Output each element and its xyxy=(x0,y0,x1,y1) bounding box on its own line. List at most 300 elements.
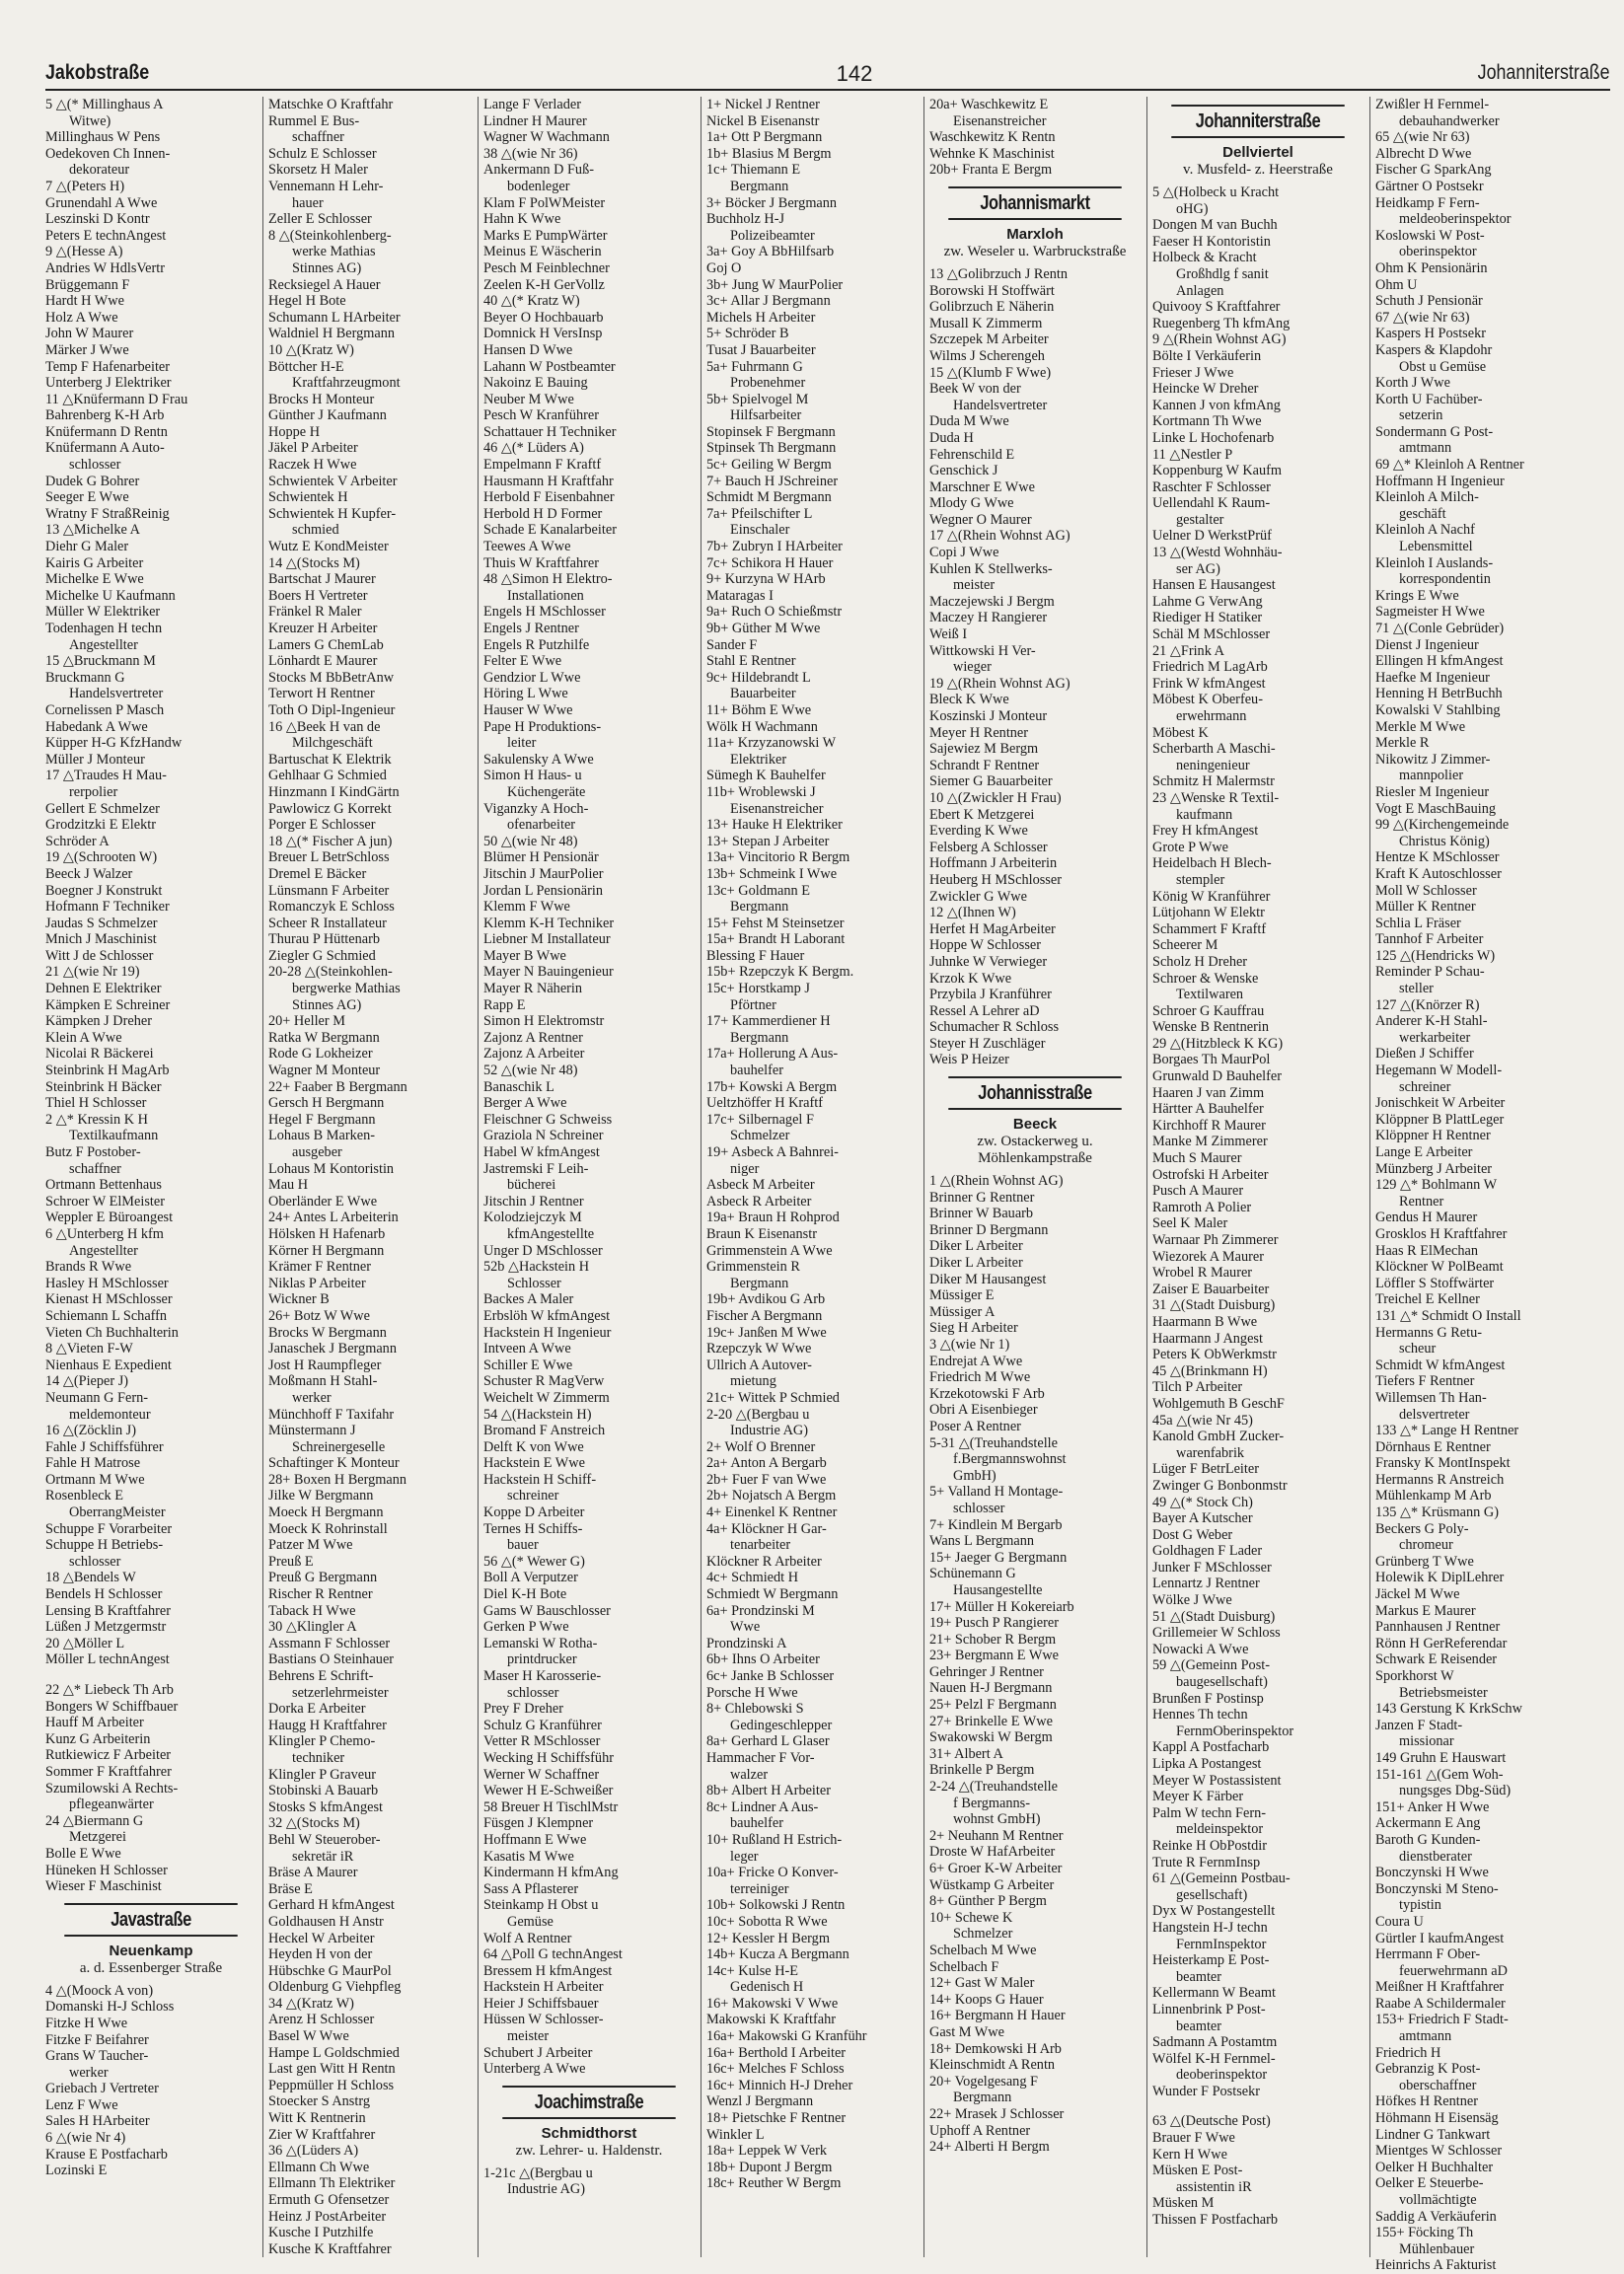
directory-entry: Oberländer E Wwe xyxy=(268,1193,378,1210)
entry-continuation: schlosser xyxy=(69,1553,121,1570)
street-range: a. d. Essenberger Straße xyxy=(79,1959,223,1976)
directory-entry: Ohm U xyxy=(1375,276,1418,293)
entry-continuation: f.Bergmannswohnst xyxy=(953,1451,1067,1468)
directory-entry: Jordan L Pensionärin xyxy=(483,882,603,899)
directory-entry: 9b+ Güther M Wwe xyxy=(706,621,821,636)
directory-entry: Waldniel H Bergmann xyxy=(268,326,396,342)
directory-entry: Hentze K MSchlosser xyxy=(1375,849,1500,866)
directory-entry: 2-20 △(Bergbau u xyxy=(706,1406,810,1423)
directory-entry: Hangstein H-J techn xyxy=(1152,1919,1268,1936)
entry-continuation: Handelsvertreter xyxy=(69,686,164,702)
directory-entry: Lütjohann W Elektr xyxy=(1152,905,1265,921)
directory-entry: Heckel W Arbeiter xyxy=(268,1930,375,1946)
directory-entry: Delft K von Wwe xyxy=(483,1438,584,1455)
entry-continuation: amtmann xyxy=(1399,440,1452,457)
directory-entry: Maczey H Rangierer xyxy=(929,610,1048,626)
directory-entry: Boers H Vertreter xyxy=(268,587,368,604)
directory-entry: Müller K Rentner xyxy=(1375,899,1476,916)
directory-entry: Grünberg T Wwe xyxy=(1375,1553,1474,1570)
directory-entry: Juhnke W Verwieger xyxy=(929,953,1048,970)
directory-entry: Palm W techn Fern- xyxy=(1152,1804,1267,1821)
directory-entry: 20+ Heller M xyxy=(268,1013,345,1030)
directory-entry: Beek W von der xyxy=(929,381,1021,398)
entry-continuation: delsvertreter xyxy=(1399,1406,1470,1423)
directory-entry: Gellert E Schmelzer xyxy=(45,800,160,817)
entry-continuation: warenfabrik xyxy=(1176,1444,1245,1461)
directory-entry: Vennemann H Lehr- xyxy=(268,178,384,194)
directory-entry: Moßmann H Stahl- xyxy=(268,1373,378,1390)
directory-entry: 8 △(Steinkohlenberg- xyxy=(268,227,392,244)
entry-continuation: techniker xyxy=(292,1749,345,1766)
directory-entry: Henning H BetrBuchh xyxy=(1375,686,1503,702)
directory-entry: Dudek G Bohrer xyxy=(45,473,140,489)
directory-entry: Brocks H Monteur xyxy=(268,391,375,407)
entry-continuation: printdrucker xyxy=(507,1651,577,1668)
directory-entry: Przybila J Kranführer xyxy=(929,987,1052,1003)
street-name: Johannismarkt xyxy=(948,186,1121,220)
directory-entry: Haefke M Ingenieur xyxy=(1375,669,1490,686)
directory-entry: 143 Gerstung K KrkSchw xyxy=(1375,1701,1522,1718)
directory-entry: Skorsetz H Maler xyxy=(268,162,368,179)
directory-entry: Grote P Wwe xyxy=(1152,839,1229,855)
directory-entry: Grillemeier W Schloss xyxy=(1152,1625,1281,1642)
directory-entry: 65 △(wie Nr 63) xyxy=(1375,129,1470,146)
directory-entry: 15+ Fehst M Steinsetzer xyxy=(706,915,845,931)
directory-entry: Engels J Rentner xyxy=(483,621,579,636)
directory-entry: Uellendahl K Raum- xyxy=(1152,495,1271,512)
directory-entry: Behl W Steuerober- xyxy=(268,1831,381,1848)
directory-entry: 49 △(* Stock Ch) xyxy=(1152,1494,1253,1510)
street-heading-block xyxy=(483,2086,695,2160)
district-name: Schmidthorst xyxy=(541,2124,637,2142)
directory-entry: Lennartz J Rentner xyxy=(1152,1576,1260,1592)
column-divider xyxy=(1369,97,1370,2257)
directory-entry: Junker F MSchlosser xyxy=(1152,1559,1272,1576)
directory-entry: Ullrich A Autover- xyxy=(706,1357,812,1373)
directory-entry: 17b+ Kowski A Bergm xyxy=(706,1078,838,1095)
directory-entry: Michelke U Kaufmann xyxy=(45,587,176,604)
directory-entry: 12+ Gast W Maler xyxy=(929,1975,1035,1992)
directory-entry: Jost H Raumpfleger xyxy=(268,1357,382,1373)
directory-entry: Gerhard H kfmAngest xyxy=(268,1897,395,1914)
directory-entry: Schlia L Fräser xyxy=(1375,915,1461,931)
directory-entry: Müller W Elektriker xyxy=(45,604,161,621)
directory-entry: Klingler P Chemo- xyxy=(268,1733,376,1750)
entry-continuation: ausgeber xyxy=(292,1144,342,1160)
street-heading-block xyxy=(45,1903,257,1977)
directory-entry: Rzepczyk W Wwe xyxy=(706,1341,812,1357)
directory-entry: Dießen J Schiffer xyxy=(1375,1046,1474,1063)
entry-continuation: wohnst GmbH) xyxy=(953,1811,1041,1828)
directory-entry: Lüger F BetrLeiter xyxy=(1152,1461,1259,1478)
entry-continuation: FernmOberinspektor xyxy=(1176,1723,1294,1739)
directory-entry: 8+ Chlebowski S xyxy=(706,1701,804,1718)
directory-entry: Porsche H Wwe xyxy=(706,1684,798,1701)
directory-entry: Schäl M MSchlosser xyxy=(1152,626,1271,643)
entry-continuation: gestalter xyxy=(1176,511,1224,528)
column-divider xyxy=(1146,97,1147,2257)
directory-entry: Bräse E xyxy=(268,1880,313,1897)
directory-entry: 19+ Asbeck A Bahnrei- xyxy=(706,1144,839,1160)
directory-entry: Ebert K Metzgerei xyxy=(929,806,1035,823)
entry-continuation: Gedenisch H xyxy=(730,1979,804,1996)
directory-entry: 9a+ Ruch O Schießmstr xyxy=(706,604,843,621)
directory-entry: Temp F Hafenarbeiter xyxy=(45,358,171,375)
directory-entry: Blessing F Hauer xyxy=(706,947,805,964)
directory-entry: Schwientek H xyxy=(268,489,348,506)
directory-entry: Holewik K DiplLehrer xyxy=(1375,1570,1505,1586)
directory-entry: Pusch A Maurer xyxy=(1152,1183,1244,1200)
directory-entry: 14 △(Stocks M) xyxy=(268,554,360,571)
directory-entry: 20-28 △(Steinkohlen- xyxy=(268,964,393,981)
directory-entry: 6a+ Prondzinski M xyxy=(706,1602,815,1619)
directory-entry: Dongen M van Buchh xyxy=(1152,217,1278,234)
directory-entry: Günther J Kaufmann xyxy=(268,407,387,424)
directory-entry: Hegemann W Modell- xyxy=(1375,1063,1503,1079)
directory-entry: 16a+ Berthold I Arbeiter xyxy=(706,2044,847,2061)
directory-entry: Schammert F Kraftf xyxy=(1152,920,1267,937)
directory-entry: Maser H Karosserie- xyxy=(483,1668,602,1684)
directory-entry: Lemanski W Rotha- xyxy=(483,1635,598,1651)
directory-entry: 16 △(Zöcklin J) xyxy=(45,1423,136,1439)
directory-entry: Sondermann G Post- xyxy=(1375,423,1494,440)
directory-entry: Dienst J Ingenieur xyxy=(1375,636,1479,653)
directory-entry: Jitschin J MaurPolier xyxy=(483,865,604,882)
entry-continuation: Bergmann xyxy=(730,178,789,194)
directory-entry: Ermuth G Ofensetzer xyxy=(268,2192,390,2208)
directory-entry: Beckers G Poly- xyxy=(1375,1520,1469,1537)
directory-entry: Höfkes H Rentner xyxy=(1375,2093,1479,2110)
directory-entry: 64 △Poll G technAngest xyxy=(483,1946,623,1963)
directory-entry: Krzok K Wwe xyxy=(929,970,1012,987)
entry-continuation: Elektriker xyxy=(730,751,787,768)
directory-entry: 15c+ Horstkamp J xyxy=(706,981,810,997)
directory-entry: Reinke H ObPostdir xyxy=(1152,1837,1267,1854)
directory-entry: 24 △Biermann G xyxy=(45,1812,144,1829)
directory-entry: Jäkel P Arbeiter xyxy=(268,440,358,457)
directory-entry: 2+ Wolf O Brenner xyxy=(706,1438,816,1455)
directory-entry: Warnaar Ph Zimmerer xyxy=(1152,1232,1279,1248)
directory-entry: 59 △(Gemeinn Post- xyxy=(1152,1657,1271,1674)
directory-entry: 23 △Wenske R Textil- xyxy=(1152,789,1280,806)
directory-entry: 29 △(Hitzbleck K KG) xyxy=(1152,1035,1284,1052)
entry-continuation: baugesellschaft) xyxy=(1176,1674,1268,1691)
directory-entry: Felter E Wwe xyxy=(483,653,562,670)
directory-entry: 13+ Hauke H Elektriker xyxy=(706,817,843,834)
directory-entry: Pannhausen J Rentner xyxy=(1375,1619,1501,1636)
directory-entry: 7 △(Peters H) xyxy=(45,178,125,194)
directory-entry: Butz F Postober- xyxy=(45,1144,141,1160)
directory-entry: 7a+ Pfeilschifter L xyxy=(706,505,813,522)
directory-entry: 2-24 △(Treuhandstelle xyxy=(929,1779,1058,1796)
directory-entry: Kreuzer H Arbeiter xyxy=(268,621,378,636)
entry-continuation: Eisenanstreicher xyxy=(730,800,824,817)
directory-entry: 32 △(Stocks M) xyxy=(268,1815,360,1832)
directory-entry: Asbeck R Arbeiter xyxy=(706,1193,812,1210)
directory-entry: Kolodziejczyk M xyxy=(483,1210,582,1226)
directory-entry: 8a+ Gerhard L Glaser xyxy=(706,1733,830,1750)
directory-entry: Lönhardt E Maurer xyxy=(268,653,378,670)
entry-continuation: Handelsvertreter xyxy=(953,397,1048,413)
entry-continuation: bergwerke Mathias xyxy=(292,981,401,997)
directory-entry: Kasatis M Wwe xyxy=(483,1848,574,1865)
directory-entry: Poser A Rentner xyxy=(929,1418,1021,1434)
directory-entry: 16c+ Melches F Schloss xyxy=(706,2061,845,2078)
directory-entry: Millinghaus W Pens xyxy=(45,129,161,146)
directory-entry: 26+ Botz W Wwe xyxy=(268,1307,370,1324)
directory-entry: Hübschke G MaurPol xyxy=(268,1962,392,1979)
directory-entry: Nowacki A Wwe xyxy=(1152,1641,1249,1657)
directory-entry: Teewes A Wwe xyxy=(483,539,571,555)
directory-entry: 4a+ Klöckner H Gar- xyxy=(706,1520,827,1537)
directory-entry: 3c+ Allar J Bergmann xyxy=(706,293,831,310)
directory-entry: 7+ Bauch H JSchreiner xyxy=(706,473,839,489)
directory-entry: 15 △(Klumb F Wwe) xyxy=(929,364,1052,381)
entry-continuation: Wwe xyxy=(730,1619,761,1636)
directory-entry: Obri A Eisenbieger xyxy=(929,1402,1038,1419)
directory-entry: Hegel H Bote xyxy=(268,293,346,310)
directory-entry: John W Maurer xyxy=(45,326,134,342)
entry-continuation: Milchgeschäft xyxy=(292,735,373,752)
spacer xyxy=(1152,2099,1364,2113)
directory-entry: Genschick J xyxy=(929,463,998,479)
directory-entry: 71 △(Conle Gebrüder) xyxy=(1375,621,1505,636)
directory-entry: Haarmann J Angest xyxy=(1152,1330,1263,1347)
directory-entry: 40 △(* Kratz W) xyxy=(483,293,580,310)
directory-entry: Anderer K-H Stahl- xyxy=(1375,1013,1488,1030)
directory-entry: Vieten Ch Buchhalterin xyxy=(45,1324,179,1341)
directory-entry: Engels H MSchlosser xyxy=(483,604,606,621)
directory-entry: 30 △Klingler A xyxy=(268,1619,357,1636)
entry-continuation: werkarbeiter xyxy=(1399,1029,1471,1046)
directory-entry: Stoecker S Anstrg xyxy=(268,2093,370,2110)
entry-continuation: setzerin xyxy=(1399,407,1443,424)
directory-entry: Schulz G Kranführer xyxy=(483,1717,602,1733)
directory-entry: Boll A Verputzer xyxy=(483,1570,578,1586)
street-range: zw. Lehrer- u. Haldenstr. xyxy=(515,2142,663,2159)
entry-continuation: ser AG) xyxy=(1176,560,1220,577)
directory-entry: Jonischkeit W Arbeiter xyxy=(1375,1095,1506,1112)
directory-entry: 21 △(wie Nr 19) xyxy=(45,964,140,981)
entry-continuation: terreiniger xyxy=(730,1880,789,1897)
directory-entry: Janaschek J Bergmann xyxy=(268,1341,397,1357)
directory-entry: 20b+ Franta E Bergm xyxy=(929,162,1053,179)
directory-entry: 11 △Knüfermann D Frau xyxy=(45,391,188,407)
directory-entry: Friedrich H xyxy=(1375,2044,1441,2061)
directory-entry: Tilch P Arbeiter xyxy=(1152,1379,1243,1396)
directory-entry: 50 △(wie Nr 48) xyxy=(483,833,578,849)
directory-entry: 5 △(Holbeck u Kracht xyxy=(1152,184,1280,200)
directory-entry: Kellermann W Beamt xyxy=(1152,1985,1276,2002)
directory-entry: Pawlowicz G Korrekt xyxy=(268,800,392,817)
directory-entry: Klöckner W PolBeamt xyxy=(1375,1259,1504,1276)
directory-entry: Brunßen F Postinsp xyxy=(1152,1690,1264,1707)
directory-entry: 15a+ Brandt H Laborant xyxy=(706,931,846,948)
directory-entry: Hasley H MSchlosser xyxy=(45,1275,169,1291)
directory-entry: 11b+ Wroblewski J xyxy=(706,783,816,800)
directory-entry: Mayer R Näherin xyxy=(483,981,583,997)
directory-entry: Oldenburg G Viehpfleg xyxy=(268,1979,402,1996)
directory-entry: Tiefers F Rentner xyxy=(1375,1373,1475,1390)
directory-entry: Holbeck & Kracht xyxy=(1152,250,1257,266)
directory-entry: 8+ Günther P Bergm xyxy=(929,1893,1047,1910)
directory-entry: 18+ Pietschke F Rentner xyxy=(706,2110,847,2127)
directory-entry: 14c+ Kulse H-E xyxy=(706,1962,799,1979)
directory-entry: 17 △(Rhein Wohnst AG) xyxy=(929,528,1070,545)
directory-entry: Nauen H-J Bergmann xyxy=(929,1680,1053,1697)
directory-entry: Mau H xyxy=(268,1177,309,1194)
directory-entry: Fischer A Bergmann xyxy=(706,1307,823,1324)
directory-entry: Gams W Bauschlosser xyxy=(483,1602,611,1619)
directory-entry: Oelker E Steuerbe- xyxy=(1375,2175,1484,2192)
directory-entry: Heinz J PostArbeiter xyxy=(268,2208,387,2225)
directory-entry: Heincke W Dreher xyxy=(1152,381,1259,398)
directory-entry: Saddig A Verkäuferin xyxy=(1375,2208,1497,2225)
directory-entry: 21+ Schober R Bergm xyxy=(929,1631,1057,1648)
directory-entry: Felsberg A Schlosser xyxy=(929,839,1048,855)
directory-entry: 6b+ Ihns O Arbeiter xyxy=(706,1651,820,1668)
entry-continuation: bauhelfer xyxy=(730,1815,783,1832)
directory-entry: Bonczynski H Wwe xyxy=(1375,1865,1489,1881)
directory-entry: Lindner G Tankwart xyxy=(1375,2126,1491,2143)
directory-entry: Kleinloh A Milch- xyxy=(1375,489,1479,506)
directory-entry: Steinbrink H MagArb xyxy=(45,1063,170,1079)
directory-entry: Reminder P Schau- xyxy=(1375,964,1485,981)
directory-entry: Krzekotowski F Arb xyxy=(929,1385,1045,1402)
directory-entry: Ruegenberg Th kfmAng xyxy=(1152,315,1291,331)
directory-entry: Seel K Maler xyxy=(1152,1215,1228,1232)
directory-entry: 13+ Stepan J Arbeiter xyxy=(706,833,830,849)
directory-entry: Fischer G SparkAng xyxy=(1375,162,1492,179)
directory-entry: Dyx W Postangestellt xyxy=(1152,1903,1276,1920)
street-range: v. Musfeld- z. Heerstraße xyxy=(1183,162,1333,178)
directory-entry: Hackstein H Schiff- xyxy=(483,1471,597,1488)
directory-entry: Knüfermann A Auto- xyxy=(45,440,165,457)
directory-entry: Musall K Zimmerm xyxy=(929,315,1043,331)
directory-entry: Sagmeister H Wwe xyxy=(1375,604,1485,621)
directory-entry: Meißner H Kraftfahrer xyxy=(1375,1979,1505,1996)
directory-entry: 9 △(Rhein Wohnst AG) xyxy=(1152,331,1287,348)
directory-entry: Koszinski J Monteur xyxy=(929,708,1048,724)
entry-continuation: Bergmann xyxy=(730,1275,789,1291)
directory-entry: Sales H HArbeiter xyxy=(45,2113,150,2130)
entry-continuation: Eisenanstreicher xyxy=(953,112,1047,129)
entry-continuation: tenarbeiter xyxy=(730,1537,791,1554)
directory-entry: 1+ Nickel J Rentner xyxy=(706,97,820,112)
directory-entry: Sakulensky A Wwe xyxy=(483,751,594,768)
directory-entry: Hackstein E Wwe xyxy=(483,1455,585,1472)
entry-continuation: hauer xyxy=(292,194,324,211)
entry-continuation: Witwe) xyxy=(69,112,111,129)
entry-continuation: niger xyxy=(730,1160,760,1177)
directory-entry: Thurau P Hüttenarb xyxy=(268,931,381,948)
directory-entry: Backes A Maler xyxy=(483,1291,574,1308)
directory-entry: Wiezorek A Maurer xyxy=(1152,1248,1264,1265)
entry-continuation: vollmächtigte xyxy=(1399,2192,1477,2208)
directory-entry: Kämpken E Schreiner xyxy=(45,996,171,1013)
directory-entry: Klein A Wwe xyxy=(45,1029,122,1046)
directory-entry: Kusche I Putzhilfe xyxy=(268,2225,374,2241)
directory-entry: Kunz G Arbeiterin xyxy=(45,1730,151,1747)
entry-continuation: Hilfsarbeiter xyxy=(730,407,802,424)
directory-entry: 129 △* Bohlmann W xyxy=(1375,1177,1498,1194)
directory-entry: 1c+ Thiemann E xyxy=(706,162,801,179)
directory-entry: Bruckmann G xyxy=(45,669,125,686)
directory-entry: Brinkelle P Bergm xyxy=(929,1762,1035,1779)
directory-entry: Kannen J von kfmAng xyxy=(1152,397,1281,413)
directory-entry: Zajonz A Arbeiter xyxy=(483,1046,585,1063)
entry-continuation: Angestellter xyxy=(69,1242,138,1259)
directory-entry: Sommer F Kraftfahrer xyxy=(45,1763,172,1780)
directory-entry: 10+ Rußland H Estrich- xyxy=(706,1831,843,1848)
directory-entry: Griebach J Vertreter xyxy=(45,2081,159,2097)
directory-entry: Asbeck M Arbeiter xyxy=(706,1177,815,1194)
directory-entry: Kuhlen K Stellwerks- xyxy=(929,560,1053,577)
entry-continuation: Probenehmer xyxy=(730,375,806,392)
directory-entry: Diel K-H Bote xyxy=(483,1586,567,1603)
directory-entry: Frey H kfmAngest xyxy=(1152,823,1259,840)
directory-entry: 5+ Valland H Montage- xyxy=(929,1484,1064,1501)
directory-entry: 4c+ Schmiedt H xyxy=(706,1570,799,1586)
directory-entry: Schroer W ElMeister xyxy=(45,1193,165,1210)
directory-entry: Krämer F Rentner xyxy=(268,1259,372,1276)
directory-entry: Michels H Arbeiter xyxy=(706,309,816,326)
entry-continuation: amtmann xyxy=(1399,2028,1452,2045)
directory-entry: 58 Breuer H TischlMstr xyxy=(483,1798,619,1815)
directory-entry: Schelbach M Wwe xyxy=(929,1942,1037,1958)
directory-entry: Kleinschmidt A Rentn xyxy=(929,2057,1056,2074)
directory-entry: Behrens E Schrift- xyxy=(268,1668,374,1684)
directory-entry: 69 △* Kleinloh A Rentner xyxy=(1375,457,1524,474)
directory-entry: 38 △(wie Nr 36) xyxy=(483,145,578,162)
directory-entry: 7b+ Zubryn I HArbeiter xyxy=(706,539,843,555)
entry-continuation: mannpolier xyxy=(1399,768,1464,784)
directory-entry: Sass A Pflasterer xyxy=(483,1880,579,1897)
directory-entry: Klemm K-H Techniker xyxy=(483,915,615,931)
directory-entry: 10b+ Solkowski J Rentn xyxy=(706,1897,846,1914)
directory-entry: Schattauer H Techniker xyxy=(483,423,617,440)
directory-entry: 27+ Brinkelle E Wwe xyxy=(929,1713,1053,1729)
entry-continuation: stempler xyxy=(1176,871,1225,888)
directory-entry: 18a+ Leppek W Verk xyxy=(706,2143,828,2160)
directory-entry: Golibrzuch E Näherin xyxy=(929,299,1055,316)
directory-entry: Heidkamp F Fern- xyxy=(1375,194,1480,211)
directory-entry: Müssiger A xyxy=(929,1303,996,1320)
directory-entry: 14+ Koops G Hauer xyxy=(929,1991,1044,2008)
entry-continuation: FernmInspektor xyxy=(1176,1936,1267,1952)
entry-continuation: oHG) xyxy=(1176,200,1209,217)
column-5 xyxy=(929,97,1141,2257)
directory-entry: 5a+ Fuhrmann G xyxy=(706,358,803,375)
directory-entry: Schade E Kanalarbeiter xyxy=(483,522,617,539)
directory-entry: Lenz F Wwe xyxy=(45,2096,118,2113)
directory-entry: Ramroth A Polier xyxy=(1152,1199,1252,1215)
entry-continuation: Hausangestellte xyxy=(953,1581,1043,1598)
directory-entry: Koppe D Arbeiter xyxy=(483,1504,585,1521)
entry-continuation: typistin xyxy=(1399,1897,1441,1914)
directory-entry: Kaspers & Klapdohr xyxy=(1375,341,1493,358)
entry-continuation: Christus König) xyxy=(1399,833,1490,849)
column-divider xyxy=(923,97,924,2257)
directory-entry: Lipka A Postangest xyxy=(1152,1756,1262,1772)
directory-entry: Bromand F Anstreich xyxy=(483,1423,606,1439)
directory-entry: Schwark E Reisender xyxy=(1375,1651,1498,1668)
directory-entry: 2b+ Nojatsch A Bergm xyxy=(706,1488,837,1504)
directory-entry: Jastremski F Leih- xyxy=(483,1160,589,1177)
directory-entry: Bastians O Steinhauer xyxy=(268,1651,395,1668)
directory-entry: 67 △(wie Nr 63) xyxy=(1375,309,1470,326)
directory-entry: Witt K Rentnerin xyxy=(268,2110,366,2127)
